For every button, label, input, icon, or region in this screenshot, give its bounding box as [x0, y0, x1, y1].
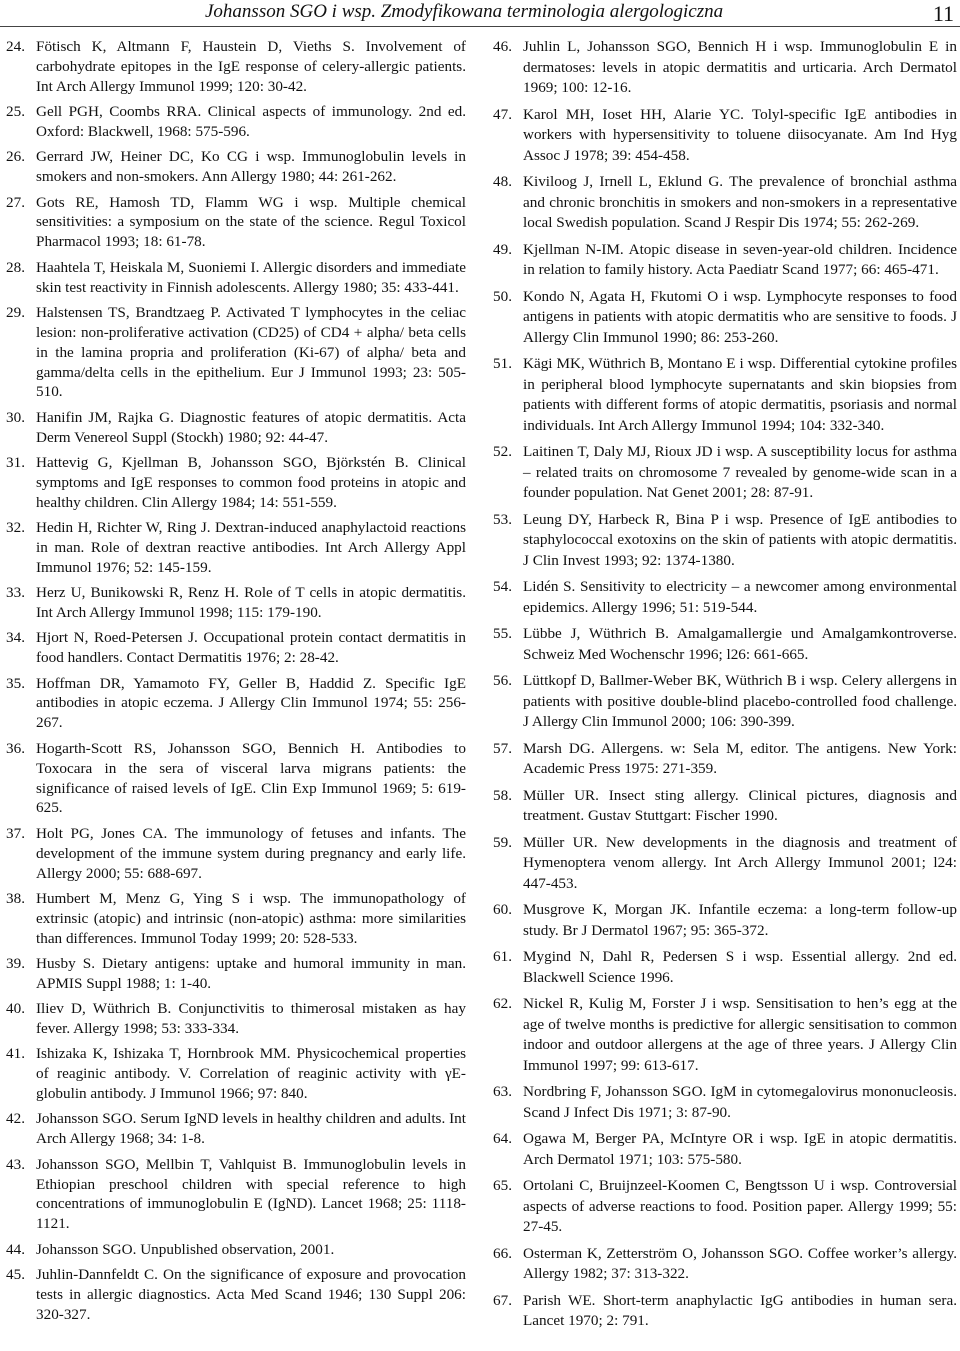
reference-number: 34.	[6, 629, 25, 647]
reference-text: Müller UR. Insect sting allergy. Clinical pictures, diagnosis and treatment. Gustav Stuttgart: Fischer 1990.	[523, 786, 957, 824]
reference-text: Holt PG, Jones CA. The immunology of fetuses and infants. The development of the immune system during pregnancy and early life. Allergy 2000; 55: 688-697.	[36, 824, 466, 882]
reference-text: Laitinen T, Daly MJ, Rioux JD i wsp. A susceptibility locus for asthma – related traits on chromosome 7 revealed by genome-wide scan in a founder population. Nat Genet 2001; 28: 87-91.	[523, 443, 957, 501]
running-head: Johansson SGO i wsp. Zmodyfikowana terminologia alergologiczna	[205, 1, 724, 22]
reference-entry	[6, 453, 466, 513]
reference-number: 37.	[6, 824, 25, 842]
reference-number: 60.	[493, 901, 512, 918]
reference-number: 24.	[6, 38, 25, 55]
reference-entry	[6, 1265, 466, 1325]
reference-text: Lübbe J, Wüthrich B. Amalgamallergie und Amalgamkontroverse. Schweiz Med Wochenschr 1996; l26: 661-665.	[523, 625, 957, 663]
reference-entry	[6, 739, 466, 819]
reference-number: 44.	[6, 1240, 25, 1258]
reference-entry	[6, 518, 466, 578]
reference-entry	[6, 1240, 466, 1260]
reference-text: Musgrove K, Morgan JK. Infantile eczema: a long-term follow-up study. Br J Dermatol 1967; 95: 365-372.	[523, 901, 957, 939]
reference-number: 58.	[493, 786, 512, 804]
reference-text: Johansson SGO. Unpublished observation, 2001.	[36, 1240, 335, 1258]
reference-number: 54.	[493, 578, 512, 595]
reference-number: 40.	[6, 1000, 25, 1018]
reference-number: 48.	[493, 173, 512, 190]
reference-number: 55.	[493, 625, 512, 642]
reference-number: 25.	[6, 103, 25, 121]
reference-number: 52.	[493, 443, 512, 460]
reference-entry	[493, 442, 957, 504]
reference-text: Kägi MK, Wüthrich B, Montano E i wsp. Differential cytokine profiles in peripheral blood lymphocyte supernatants and skin biopsies from patients with different forms of atopic dermatitis, psoriasis and normal individuals. Int Arch Allergy Immunol 1994; 104: 332-340.	[523, 355, 957, 434]
reference-number: 43.	[6, 1155, 25, 1173]
page-header	[0, 0, 960, 28]
reference-entry	[6, 999, 466, 1039]
references-left-column	[6, 37, 466, 1330]
reference-number: 65.	[493, 1177, 512, 1194]
reference-text: Mygind N, Dahl R, Pedersen S i wsp. Essential allergy. 2nd ed. Blackwell Science 1996.	[523, 948, 957, 986]
reference-number: 30.	[6, 408, 25, 426]
reference-text: Juhlin-Dannfeldt C. On the significance of exposure and provocation tests in allergic diagnostics. Acta Med Scand 1946; 130 Suppl 206: 320-327.	[36, 1265, 466, 1323]
reference-number: 38.	[6, 889, 25, 907]
reference-entry	[6, 102, 466, 142]
reference-entry	[493, 1082, 957, 1123]
reference-entry	[6, 954, 466, 994]
reference-number: 26.	[6, 148, 25, 166]
reference-text: Juhlin L, Johansson SGO, Bennich H i wsp. Immunoglobulin E in dermatoses: levels in atopic dermatitis and urticaria. Arch Dermatol 1969; 100: 12-16.	[523, 38, 957, 96]
reference-entry	[6, 583, 466, 623]
reference-text: Ishizaka K, Ishizaka T, Hornbrook MM. Physicochemical properties of reaginic antibody. V. Correlation of reaginic activity with γE-globulin antibody. J Immunol 1966; 97: 840.	[36, 1045, 466, 1103]
reference-text: Ortolani C, Bruijnzeel-Koomen C, Bengtsson U i wsp. Controversial aspects of adverse reactions to food. Position paper. Allergy 1999; 55: 27-45.	[523, 1177, 957, 1235]
reference-text: Gerrard JW, Heiner DC, Ko CG i wsp. Immunoglobulin levels in smokers and non-smokers. Ann Allergy 1980; 44: 261-262.	[36, 148, 466, 186]
reference-number: 57.	[493, 739, 512, 757]
reference-text: Nickel R, Kulig M, Forster J i wsp. Sensitisation to hen’s egg at the age of twelve months is predictive for allergic sensitisation to common indoor and outdoor allergens at the age of three years. J Allergy Clin Immunol 1997; 99: 613-617.	[523, 995, 957, 1074]
reference-text: Karol MH, Ioset HH, Alarie YC. Tolyl-specific IgE antibodies in workers with hypersensitivity to toluene diisocyanate. Am Ind Hyg Assoc J 1978; 39: 454-458.	[523, 105, 957, 164]
reference-number: 45.	[6, 1265, 25, 1283]
reference-number: 67.	[493, 1291, 512, 1309]
reference-text: Herz U, Bunikowski R, Renz H. Role of T cells in atopic dermatitis. Int Arch Allergy Immunol 1998; 115: 179-190.	[36, 584, 466, 622]
reference-entry	[493, 739, 957, 780]
page-number: 11	[932, 1, 954, 26]
reference-text: Hanifin JM, Rajka G. Diagnostic features of atopic dermatitis. Acta Derm Venereol Suppl (Stockh) 1980; 92: 44-47.	[36, 408, 466, 446]
reference-text: Leung DY, Harbeck R, Bina P i wsp. Presence of IgE antibodies to staphylococcal exotoxins on the skin of patients with atopic dermatitis. J Clin Invest 1993; 92: 1374-1380.	[523, 510, 957, 569]
reference-text: Marsh DG. Allergens. w: Sela M, editor. The antigens. New York: Academic Press 1975: 271-359.	[523, 739, 957, 777]
reference-number: 36.	[6, 739, 25, 757]
reference-number: 35.	[6, 674, 25, 692]
reference-text: Johansson SGO, Mellbin T, Vahlquist B. Immunoglobulin levels in Ethiopian preschool children with special reference to high concentrations of immunoglobulin E (IgND). Lancet 1968; 25: 1118-1121.	[36, 1155, 466, 1233]
reference-text: Johansson SGO. Serum IgND levels in healthy children and adults. Int Arch Allergy 1968; 34: 1-8.	[36, 1110, 466, 1148]
reference-text: Nordbring F, Johansson SGO. IgM in cytomegalovirus mononucleosis. Scand J Infect Dis 1971; 3: 87-90.	[523, 1083, 957, 1121]
reference-entry	[493, 172, 957, 234]
reference-entry	[493, 577, 957, 618]
reference-entry	[493, 994, 957, 1076]
reference-entry	[493, 1291, 957, 1332]
reference-entry	[493, 354, 957, 436]
reference-entry	[6, 1155, 466, 1235]
reference-text: Hjort N, Roed-Petersen J. Occupational protein contact dermatitis in food handlers. Contact Dermatitis 1976; 2: 28-42.	[36, 629, 466, 667]
reference-entry	[493, 833, 957, 895]
reference-text: Müller UR. New developments in the diagnosis and treatment of Hymenoptera venom allergy. Int Arch Allergy Immunol 2001; l24: 447-453.	[523, 833, 957, 892]
reference-number: 39.	[6, 954, 25, 972]
reference-entry	[493, 1129, 957, 1170]
reference-entry	[493, 900, 957, 941]
reference-number: 51.	[493, 355, 512, 372]
reference-entry	[6, 1109, 466, 1149]
reference-entry	[6, 303, 466, 403]
reference-entry	[6, 824, 466, 884]
reference-entry	[493, 510, 957, 572]
reference-text: Halstensen TS, Brandtzaeg P. Activated T lymphocytes in the celiac lesion: non-proliferative activation (CD25) of CD4 + alpha/ beta cells in the lamina propria and proliferation (Ki-67) of alpha/ beta and gamma/delta cells in the epithelium. Eur J Immunol 1993; 23: 505-510.	[36, 303, 466, 401]
reference-number: 28.	[6, 258, 25, 276]
reference-text: Osterman K, Zetterström O, Johansson SGO. Coffee worker’s allergy. Allergy 1982; 37: 313-322.	[523, 1244, 957, 1282]
reference-entry	[493, 671, 957, 733]
reference-entry	[6, 147, 466, 187]
reference-text: Hedin H, Richter W, Ring J. Dextran-induced anaphylactoid reactions in man. Role of dextran reactive antibodies. Int Arch Allergy Appl Immunol 1976; 52: 145-159.	[36, 519, 466, 576]
reference-number: 27.	[6, 193, 25, 211]
reference-entry	[493, 947, 957, 988]
reference-number: 56.	[493, 672, 512, 689]
reference-entry	[493, 786, 957, 827]
reference-number: 29.	[6, 303, 25, 321]
reference-number: 63.	[493, 1083, 512, 1100]
reference-entry	[6, 193, 466, 253]
reference-number: 50.	[493, 287, 512, 305]
reference-number: 61.	[493, 948, 512, 965]
reference-number: 32.	[6, 519, 25, 537]
reference-text: Haahtela T, Heiskala M, Suoniemi I. Allergic disorders and immediate skin test reactivity in Finnish adolescents. Allergy 1980; 35: 433-441.	[36, 258, 466, 296]
reference-number: 42.	[6, 1110, 25, 1128]
reference-number: 59.	[493, 833, 512, 851]
reference-entry	[6, 408, 466, 448]
reference-entry	[6, 258, 466, 298]
reference-text: Hogarth-Scott RS, Johansson SGO, Bennich H. Antibodies to Toxocara in the sera of visceral larva migrans patients: the significance of raised levels of IgE. Clin Exp Immunol 1969; 5: 619-625.	[36, 739, 466, 817]
reference-entry	[6, 674, 466, 734]
reference-entry	[6, 889, 466, 949]
header-rule	[0, 26, 960, 27]
reference-entry	[493, 240, 957, 281]
reference-text: Lidén S. Sensitivity to electricity – a newcomer among environmental epidemics. Allergy 1996; 51: 519-544.	[523, 578, 957, 616]
reference-entry	[493, 287, 957, 349]
reference-entry	[6, 1044, 466, 1104]
reference-text: Gots RE, Hamosh TD, Flamm WG i wsp. Multiple chemical sensitivities: a symposium on the state of the science. Regul Toxicol Pharmacol 1993; 18: 61-78.	[36, 193, 466, 251]
reference-number: 66.	[493, 1244, 512, 1262]
reference-entry	[6, 37, 466, 97]
reference-text: Iliev D, Wüthrich B. Conjunctivitis to thimerosal mistaken as hay fever. Allergy 1998; 53: 333-334.	[36, 1000, 466, 1038]
reference-number: 31.	[6, 453, 25, 471]
reference-number: 33.	[6, 584, 25, 602]
reference-number: 47.	[493, 105, 512, 123]
reference-number: 41.	[6, 1045, 25, 1063]
reference-text: Kiviloog J, Irnell L, Eklund G. The prevalence of bronchial asthma and chronic bronchitis in smokers and non-smokers in a representative local Swedish population. Scand J Respir Dis 1974; 55: 262-269.	[523, 173, 957, 231]
reference-number: 64.	[493, 1130, 512, 1147]
reference-entry	[493, 105, 957, 167]
reference-text: Gell PGH, Coombs RRA. Clinical aspects of immunology. 2nd ed. Oxford: Blackwell, 1968: 575-596.	[36, 103, 466, 141]
reference-text: Parish WE. Short-term anaphylactic IgG antibodies in human sera. Lancet 1970; 2: 791.	[523, 1291, 957, 1329]
reference-text: Lüttkopf D, Ballmer-Weber BK, Wüthrich B i wsp. Celery allergens in patients with positive double-blind placebo-controlled food challenge. J Allergy Clin Immunol 2000; 106: 390-399.	[523, 672, 957, 730]
reference-text: Kjellman N-IM. Atopic disease in seven-year-old children. Incidence in relation to family history. Acta Paediatr Scand 1977; 66: 465-471.	[523, 240, 957, 278]
reference-entry	[493, 1244, 957, 1285]
reference-text: Ogawa M, Berger PA, McIntyre OR i wsp. IgE in atopic dermatitis. Arch Dermatol 1971; 103: 575-580.	[523, 1130, 957, 1168]
reference-number: 46.	[493, 38, 512, 55]
reference-entry	[493, 624, 957, 665]
reference-text: Fötisch K, Altmann F, Haustein D, Vieths S. Involvement of carbohydrate epitopes in the IgE response of celery-allergic patients. Int Arch Allergy Immunol 1999; 120: 30-42.	[36, 38, 466, 95]
reference-text: Hattevig G, Kjellman B, Johansson SGO, Björkstén B. Clinical symptoms and IgE responses to common food proteins in atopic and healthy children. Clin Allergy 1984; 14: 551-559.	[36, 453, 466, 511]
reference-number: 53.	[493, 510, 512, 528]
reference-text: Husby S. Dietary antigens: uptake and humoral immunity in man. APMIS Suppl 1988; 1: 1-40.	[36, 954, 466, 992]
reference-text: Humbert M, Menz G, Ying S i wsp. The immunopathology of extrinsic (atopic) and intrinsic (non-atopic) asthma: more similarities than differences. Immunol Today 1999; 20: 528-533.	[36, 889, 466, 947]
reference-entry	[493, 37, 957, 99]
references-right-column	[493, 37, 957, 1338]
reference-text: Kondo N, Agata H, Fkutomi O i wsp. Lymphocyte responses to food antigens in patients with atopic dermatitis who are sensitive to foods. J Allergy Clin Immunol 1990; 86: 253-260.	[523, 287, 957, 346]
reference-entry	[493, 1176, 957, 1238]
reference-number: 49.	[493, 240, 512, 258]
reference-text: Hoffman DR, Yamamoto FY, Geller B, Haddid Z. Specific IgE antibodies in atopic eczema. J Allergy Clin Immunol 1974; 55: 256-267.	[36, 674, 466, 732]
reference-number: 62.	[493, 995, 512, 1012]
reference-entry	[6, 628, 466, 668]
